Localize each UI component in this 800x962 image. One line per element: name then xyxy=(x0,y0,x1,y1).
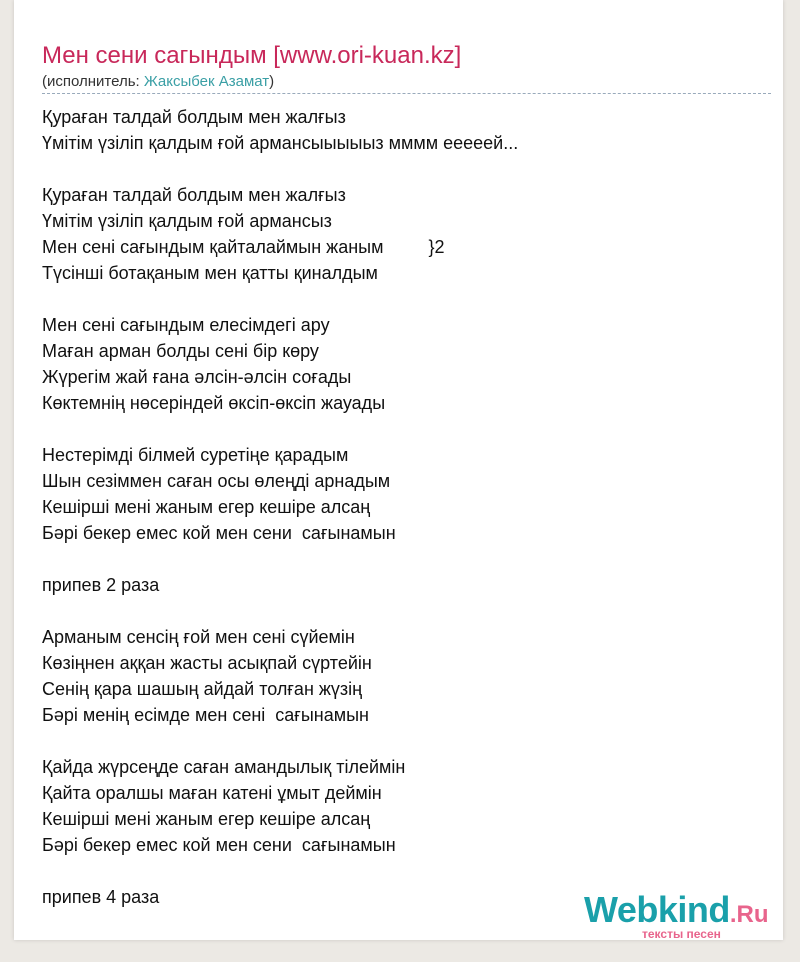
lyric-line: Қайда жүрсеңде саған амандылық тілеймін xyxy=(42,757,406,777)
lyric-line: Түсінші ботақаным мен қатты қиналдым xyxy=(42,263,378,283)
lyric-line: Көктемнің нөсеріндей өксіп-өксіп жауады xyxy=(42,393,386,413)
lyric-line: Бәрі бекер емес кой мен сени сағынамын xyxy=(42,523,396,543)
lyric-line: Нестерімді білмей суретіңе қарадым xyxy=(42,445,349,465)
logo-suffix: .Ru xyxy=(729,901,769,928)
lyric-line: Үмітім үзіліп қалдым ғой армансыыыыыз мммм ееееей... xyxy=(42,133,519,153)
lyric-line: Шын сезіммен саған осы өлеңді арнадым xyxy=(42,471,391,491)
artist-link[interactable]: Жаксыбек Азамат xyxy=(143,73,270,90)
lyric-line: Арманым сенсің ғой мен сені сүйемін xyxy=(42,627,355,647)
webkind-logo[interactable] xyxy=(584,889,769,941)
divider xyxy=(42,93,771,94)
lyric-line: Бәрі бекер емес кой мен сени сағынамын xyxy=(42,835,396,855)
lyric-line: Жүрегім жай ғана әлсін-әлсін соғады xyxy=(42,367,352,387)
lyric-line: Кешірші мені жаным егер кешіре алсаң xyxy=(42,809,371,829)
lyric-line: Қайта оралшы маған катені ұмыт деймін xyxy=(42,783,382,803)
blank-line xyxy=(42,728,518,754)
logo-wordmark xyxy=(584,889,769,930)
lyric-line: Қураған талдай болдым мен жалғыз xyxy=(42,185,346,205)
song-title: Мен сени сагындым [www.ori-kuan.kz] xyxy=(42,42,462,69)
artist-suffix: ) xyxy=(269,73,275,90)
lyrics-card xyxy=(14,0,783,940)
blank-line xyxy=(42,546,518,572)
blank-line xyxy=(42,598,518,624)
blank-line xyxy=(42,286,518,312)
lyric-line: Көзіңнен аққан жасты асықпай сүртейін xyxy=(42,653,372,673)
lyrics-text xyxy=(42,104,518,910)
lyric-line: Сенің қара шашың айдай толған жүзің xyxy=(42,679,363,699)
lyric-line: Қураған талдай болдым мен жалғыз xyxy=(42,107,346,127)
lyric-line: Мен сені сағындым қайталаймын жаным }2 xyxy=(42,237,445,257)
lyric-line: Кешірші мені жаным егер кешіре алсаң xyxy=(42,497,371,517)
logo-tagline: тексты песен xyxy=(642,927,721,941)
lyric-line: Мен сені сағындым елесімдегі ару xyxy=(42,315,330,335)
blank-line xyxy=(42,416,518,442)
blank-line xyxy=(42,156,518,182)
blank-line xyxy=(42,858,518,884)
lyric-line: Үмітім үзіліп қалдым ғой армансыз xyxy=(42,211,332,231)
artist-prefix: (исполнитель: xyxy=(42,73,144,90)
lyric-line: припев 2 раза xyxy=(42,575,160,595)
artist-line xyxy=(42,73,274,90)
lyric-line: припев 4 раза xyxy=(42,887,160,907)
logo-main: Webkind xyxy=(584,889,730,930)
lyric-line: Маған арман болды сені бір көру xyxy=(42,341,319,361)
lyric-line: Бәрі менің есімде мен сені сағынамын xyxy=(42,705,369,725)
